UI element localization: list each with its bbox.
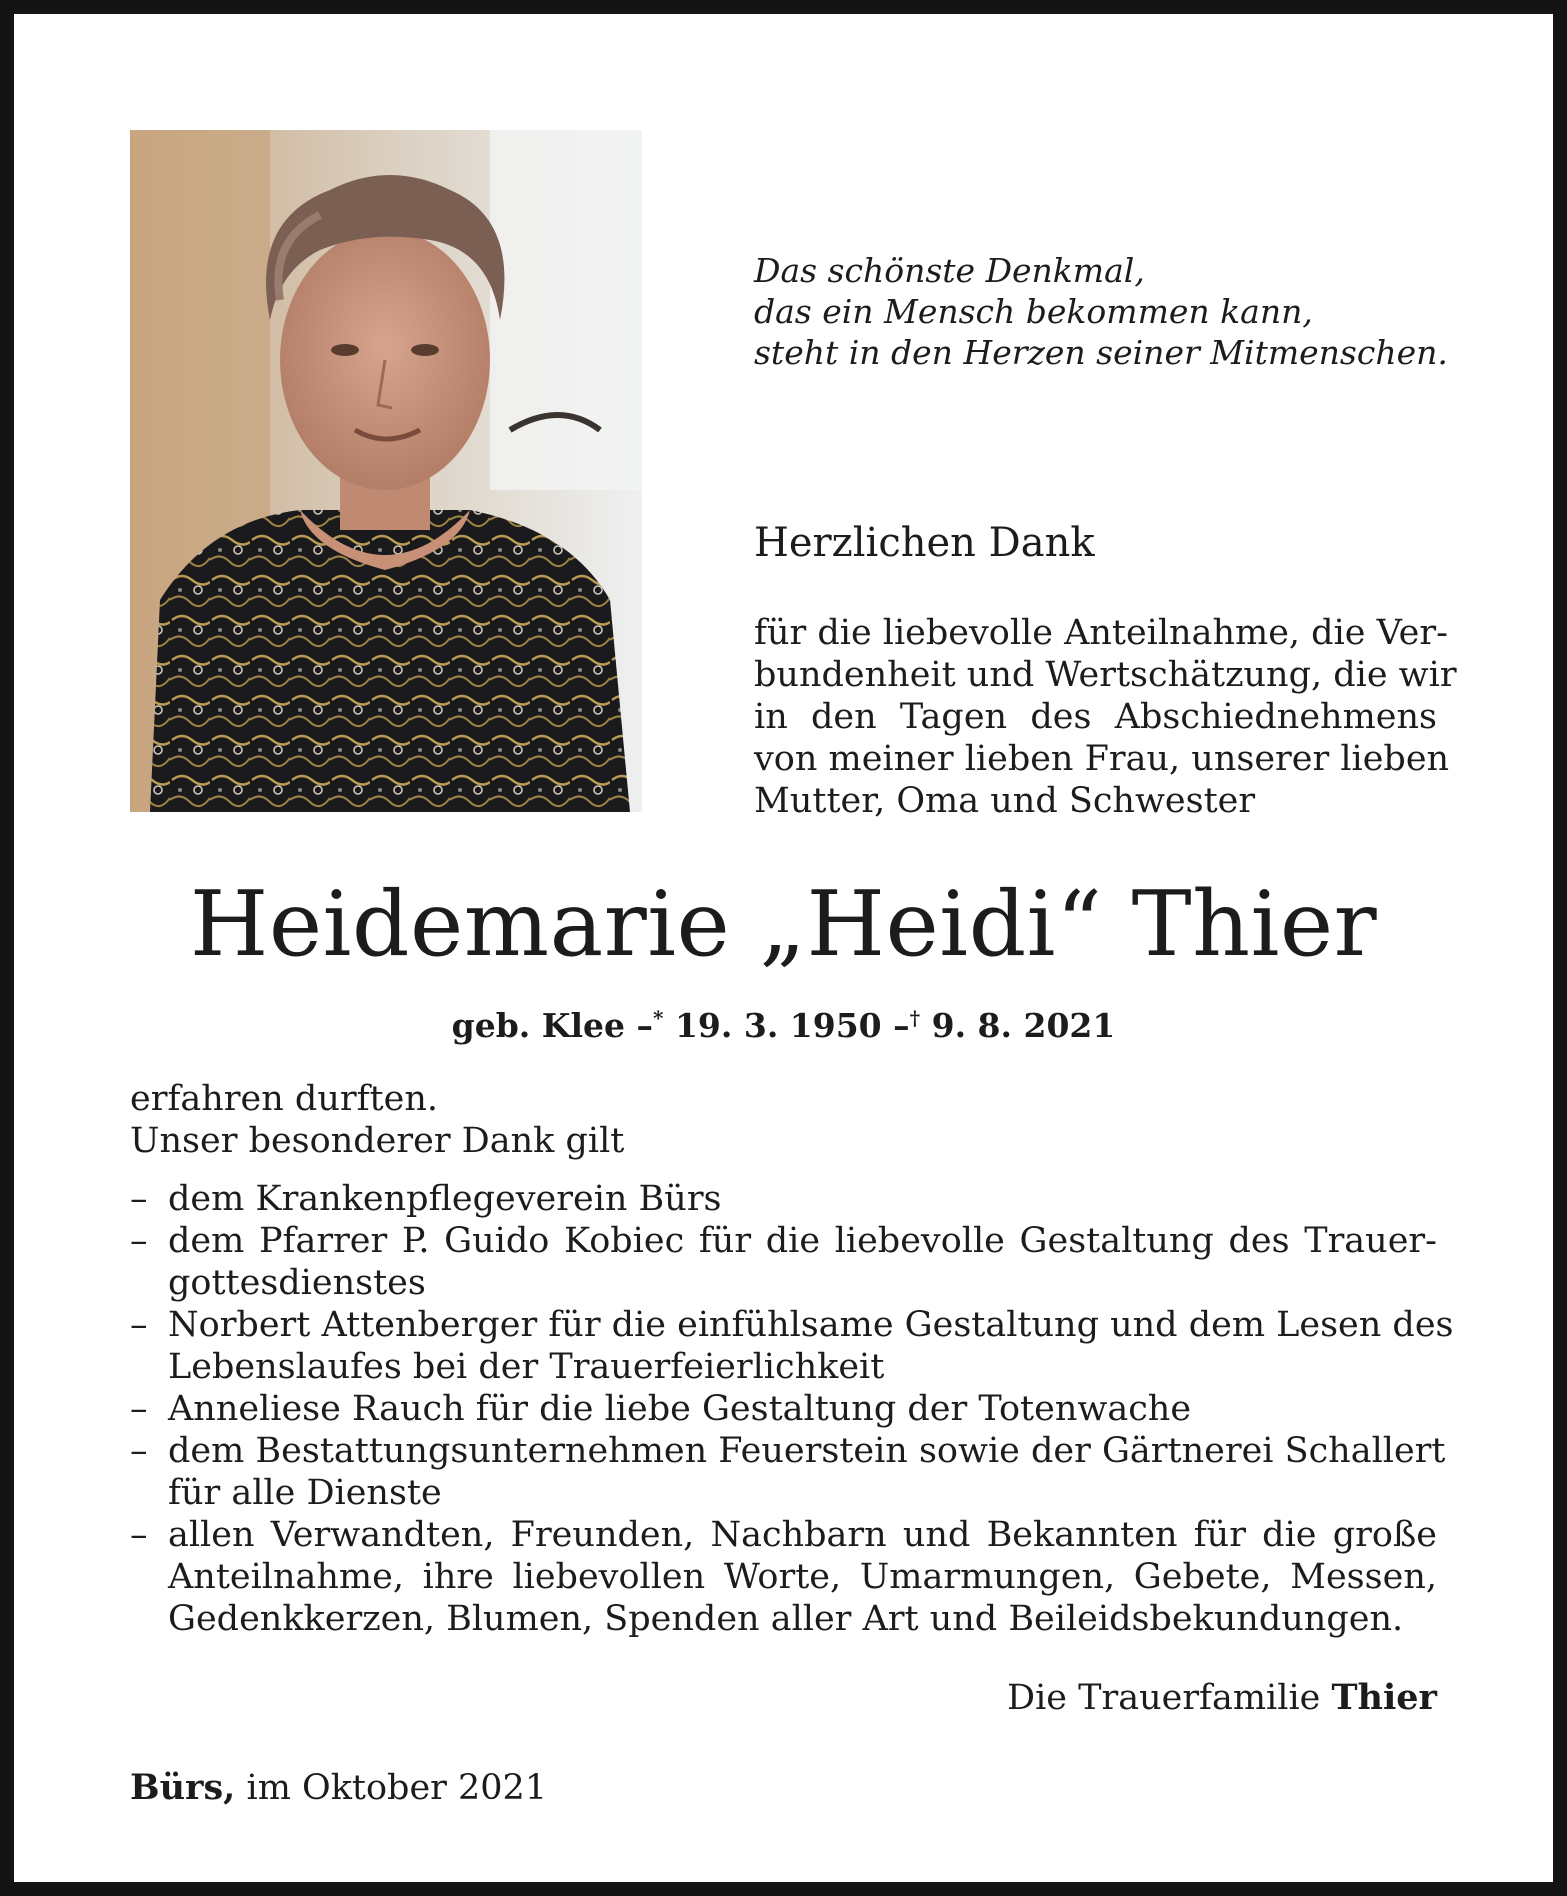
quote-line: das ein Mensch bekommen kann, [754, 292, 1313, 331]
list-item-line: Norbert Attenberger für die einfühlsame Gestaltung und dem Lesen des [168, 1305, 1454, 1345]
list-dash: – [130, 1389, 148, 1429]
signature-prefix: Die Trauerfamilie [1007, 1678, 1321, 1718]
birth-date: 19. 3. 1950 [674, 1006, 882, 1045]
intro-line: Unser besonderer Dank gilt [130, 1121, 625, 1161]
list-dash: – [130, 1431, 148, 1471]
list-dash: – [130, 1515, 148, 1555]
list-dash: – [130, 1305, 148, 1345]
family-signature [1007, 1676, 1437, 1720]
thanks-line: bundenheit und Wertschätzung, die wir [754, 655, 1457, 695]
list-item-line: dem Pfarrer P. Guido Kobiec für die liebevolle Gestaltung des Trauer- [168, 1221, 1437, 1261]
list-item-line: für alle Dienste [168, 1473, 442, 1513]
portrait-illustration [130, 130, 642, 812]
death-symbol: † [909, 1006, 921, 1030]
list-item-line: gottesdienstes [168, 1263, 426, 1303]
list-item [130, 1220, 1437, 1304]
list-item-line: Gedenkkerzen, Blumen, Spenden aller Art und Beileidsbekundungen. [168, 1599, 1404, 1639]
maiden-name: geb. Klee [451, 1006, 625, 1045]
quote-line: Das schönste Denkmal, [754, 251, 1145, 290]
date: im Oktober 2021 [246, 1768, 548, 1808]
separator: – [636, 1006, 653, 1045]
intro-line: erfahren durften. [130, 1079, 438, 1119]
thanks-paragraph [754, 612, 1457, 822]
separator: – [893, 1006, 910, 1045]
list-item [130, 1178, 1437, 1220]
town: Bürs, [130, 1767, 236, 1808]
place-and-date [130, 1766, 547, 1810]
list-item-line: allen Verwandten, Freunden, Nachbarn und Bekannten für die große [168, 1515, 1437, 1555]
memorial-quote [754, 250, 1474, 373]
list-item [130, 1514, 1437, 1640]
portrait-photo [130, 130, 642, 812]
list-dash: – [130, 1179, 148, 1219]
thanks-intro [130, 1078, 1437, 1162]
list-item [130, 1304, 1454, 1388]
list-item [130, 1430, 1446, 1514]
thanks-heading: Herzlichen Dank [754, 520, 1095, 566]
birth-symbol: * [652, 1006, 664, 1030]
list-dash: – [130, 1221, 148, 1261]
list-item-line: dem Bestattungsunternehmen Feuerstein sowie der Gärtnerei Schallert [168, 1431, 1446, 1471]
deceased-name: Heidemarie „Heidi“ Thier [189, 872, 1378, 977]
thanks-line: von meiner lieben Frau, unserer lieben [754, 739, 1450, 779]
thanks-line: in den Tagen des Abschiednehmens [754, 697, 1437, 737]
family-name: Thier [1331, 1677, 1437, 1718]
list-item-line: dem Krankenpflegeverein Bürs [168, 1179, 722, 1219]
thanks-list [130, 1178, 1454, 1640]
list-item-line: Anteilnahme, ihre liebevollen Worte, Umarmungen, Gebete, Messen, [168, 1557, 1437, 1597]
list-item [130, 1388, 1437, 1430]
quote-line: steht in den Herzen seiner Mitmenschen. [754, 333, 1448, 372]
life-dates [0, 996, 1567, 1048]
thanks-line: für die liebevolle Anteilnahme, die Ver- [754, 613, 1448, 653]
list-item-line: Lebenslaufes bei der Trauerfeierlichkeit [168, 1347, 885, 1387]
thanks-line: Mutter, Oma und Schwester [754, 781, 1256, 821]
death-date: 9. 8. 2021 [931, 1006, 1116, 1045]
list-item-line: Anneliese Rauch für die liebe Gestaltung der Totenwache [168, 1389, 1192, 1429]
